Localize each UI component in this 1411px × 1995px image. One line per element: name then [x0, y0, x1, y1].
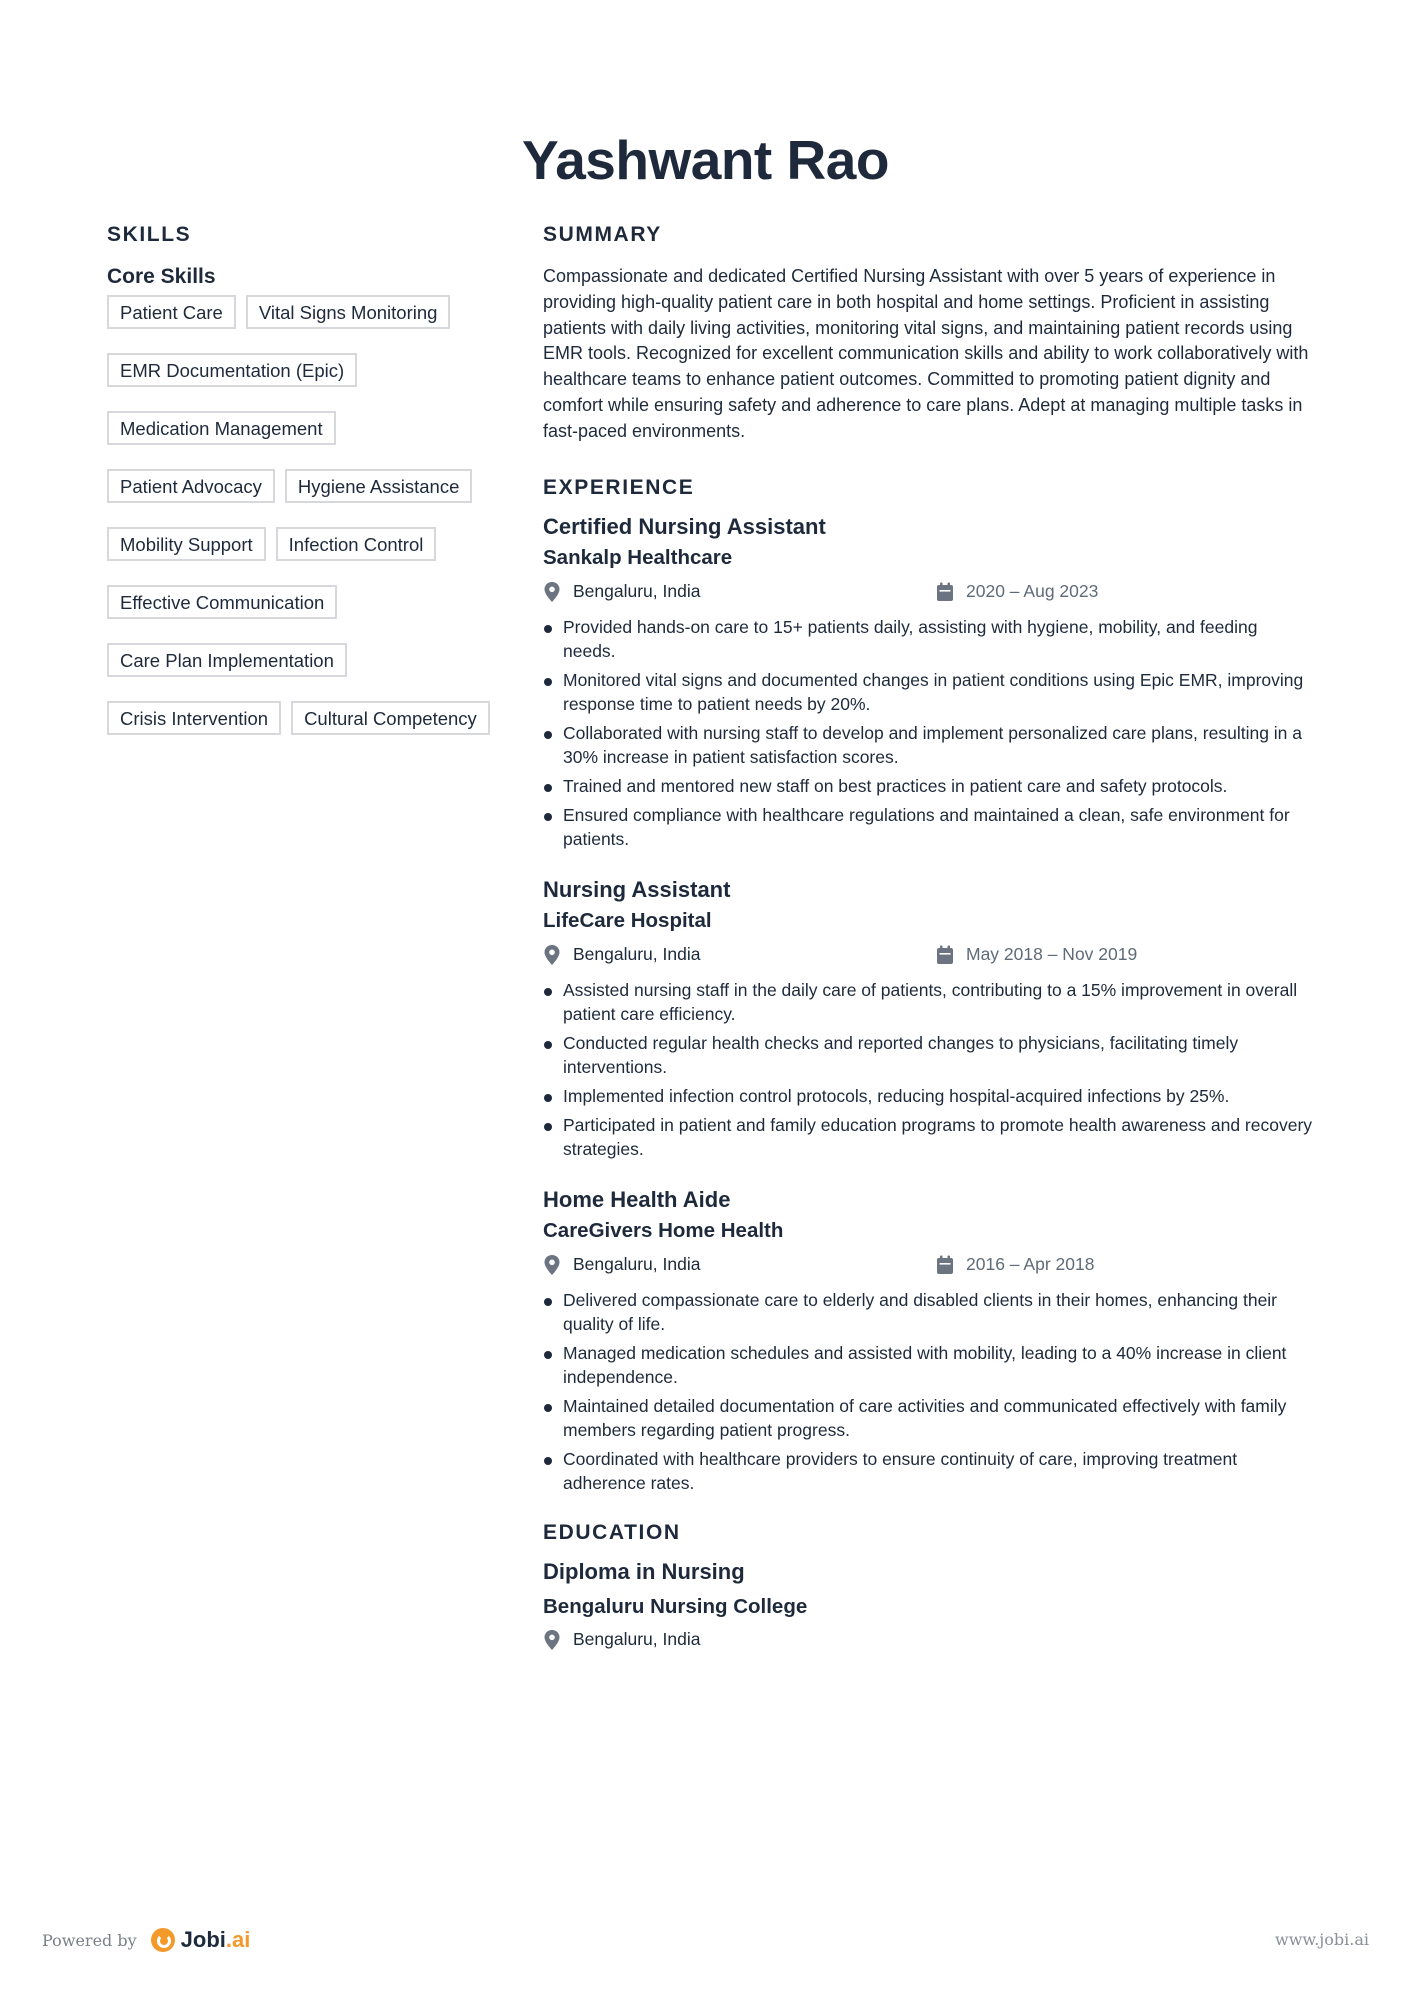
- skills-tag-list: [107, 295, 517, 735]
- skill-tag: Care Plan Implementation: [107, 643, 347, 677]
- powered-by-footer: [42, 1927, 250, 1953]
- job-company: CareGivers Home Health: [543, 1218, 784, 1242]
- education-section: [543, 1520, 1313, 1655]
- job-bullet: Managed medication schedules and assisted with mobility, leading to a 40% increase in client independence.: [543, 1341, 1313, 1389]
- job-bullet: Delivered compassionate care to elderly and disabled clients in their homes, enhancing their quality of life.: [543, 1288, 1313, 1336]
- job-location-text: Bengaluru, India: [573, 944, 701, 965]
- skill-tag: Patient Advocacy: [107, 469, 275, 503]
- job-title: Certified Nursing Assistant: [543, 513, 826, 539]
- job-dates-text: May 2018 – Nov 2019: [966, 944, 1138, 965]
- job-location: [543, 1254, 700, 1276]
- job-bullets: [543, 1288, 1313, 1495]
- jobi-logo-icon: [151, 1928, 175, 1952]
- education-location-text: Bengaluru, India: [573, 1629, 701, 1650]
- skill-tag: Hygiene Assistance: [285, 469, 472, 503]
- job-dates: [936, 944, 1137, 966]
- school-name: Bengaluru Nursing College: [543, 1594, 808, 1618]
- site-link[interactable]: www.jobi.ai: [1275, 1930, 1369, 1949]
- map-pin-icon: [543, 944, 561, 966]
- summary-text: Compassionate and dedicated Certified Nursing Assistant with over 5 years of experience in providing high-quality patient care in both hospital and home settings. Proficient in assisting patients with daily living activities, monitoring vital signs, and maintaining patient records using EMR tools. Recognized for excellent communication skills and ability to work collaboratively with healthcare teams to enhance patient outcomes. Committed to promoting patient dignity and comfort while ensuring safety and adherence to care plans. Adept at managing multiple tasks in fast-paced environments.: [543, 266, 1309, 441]
- job-dates-text: 2020 – Aug 2023: [966, 581, 1099, 602]
- job-company: LifeCare Hospital: [543, 908, 712, 932]
- education-heading: EDUCATION: [543, 1520, 681, 1544]
- skill-tag: Effective Communication: [107, 585, 337, 619]
- job-bullet: Trained and mentored new staff on best practices in patient care and safety protocols.: [543, 774, 1313, 798]
- job-dates-text: 2016 – Apr 2018: [966, 1254, 1095, 1275]
- job-entry: [543, 876, 1313, 1161]
- experience-heading: EXPERIENCE: [543, 475, 695, 499]
- logo-suffix-text: .ai: [225, 1927, 251, 1952]
- skill-tag: EMR Documentation (Epic): [107, 353, 357, 387]
- powered-by-text: Powered by: [42, 1930, 137, 1950]
- job-location: [543, 581, 700, 603]
- job-bullet: Ensured compliance with healthcare regulations and maintained a clean, safe environment for patients.: [543, 803, 1313, 851]
- skill-tag: Crisis Intervention: [107, 701, 281, 735]
- education-meta: [543, 1629, 1313, 1655]
- job-meta: [543, 944, 1313, 970]
- skill-tag: Infection Control: [276, 527, 437, 561]
- job-bullet: Coordinated with healthcare providers to ensure continuity of care, improving treatment adherence rates.: [543, 1447, 1313, 1495]
- job-dates: [936, 1254, 1094, 1276]
- skill-tag: Patient Care: [107, 295, 236, 329]
- skill-tag: Mobility Support: [107, 527, 266, 561]
- job-bullet: Participated in patient and family education programs to promote health awareness and recovery strategies.: [543, 1113, 1313, 1161]
- skill-tag: Medication Management: [107, 411, 336, 445]
- map-pin-icon: [543, 1629, 561, 1651]
- map-pin-icon: [543, 581, 561, 603]
- calendar-icon: [936, 1254, 954, 1276]
- job-bullet: Conducted regular health checks and reported changes to physicians, facilitating timely interventions.: [543, 1031, 1313, 1079]
- job-title: Home Health Aide: [543, 1186, 731, 1212]
- education-location: [543, 1629, 700, 1651]
- job-company: Sankalp Healthcare: [543, 545, 733, 569]
- candidate-name: Yashwant Rao: [522, 129, 889, 191]
- job-bullets: [543, 978, 1313, 1161]
- job-bullet: Monitored vital signs and documented changes in patient conditions using Epic EMR, improving response time to patient needs by 20%.: [543, 668, 1313, 716]
- job-location-text: Bengaluru, India: [573, 581, 701, 602]
- experience-section: [543, 475, 1313, 1495]
- job-title: Nursing Assistant: [543, 876, 731, 902]
- job-entry: [543, 513, 1313, 851]
- job-bullet: Maintained detailed documentation of care activities and communicated effectively with family members regarding patient progress.: [543, 1394, 1313, 1442]
- map-pin-icon: [543, 1254, 561, 1276]
- jobi-logo[interactable]: [151, 1927, 251, 1953]
- job-bullet: Collaborated with nursing staff to develop and implement personalized care plans, resulting in a 30% increase in patient satisfaction scores.: [543, 721, 1313, 769]
- job-location: [543, 944, 700, 966]
- job-meta: [543, 581, 1313, 607]
- main-column: [543, 222, 1313, 1655]
- job-location-text: Bengaluru, India: [573, 1254, 701, 1275]
- skills-column: [107, 222, 517, 735]
- job-dates: [936, 581, 1098, 603]
- summary-heading: SUMMARY: [543, 223, 662, 246]
- job-bullet: Provided hands-on care to 15+ patients daily, assisting with hygiene, mobility, and feeding needs.: [543, 615, 1313, 663]
- job-meta: [543, 1254, 1313, 1280]
- job-bullets: [543, 615, 1313, 851]
- job-entry: [543, 1186, 1313, 1495]
- degree-title: Diploma in Nursing: [543, 1558, 745, 1584]
- job-bullet: Implemented infection control protocols, reducing hospital-acquired infections by 25%.: [543, 1084, 1313, 1108]
- skill-tag: Cultural Competency: [291, 701, 490, 735]
- calendar-icon: [936, 581, 954, 603]
- core-skills-heading: Core Skills: [107, 265, 216, 288]
- logo-main-text: Jobi: [180, 1927, 226, 1952]
- job-bullet: Assisted nursing staff in the daily care of patients, contributing to a 15% improvement in overall patient care efficiency.: [543, 978, 1313, 1026]
- skill-tag: Vital Signs Monitoring: [246, 295, 451, 329]
- skills-heading: SKILLS: [107, 223, 192, 246]
- calendar-icon: [936, 944, 954, 966]
